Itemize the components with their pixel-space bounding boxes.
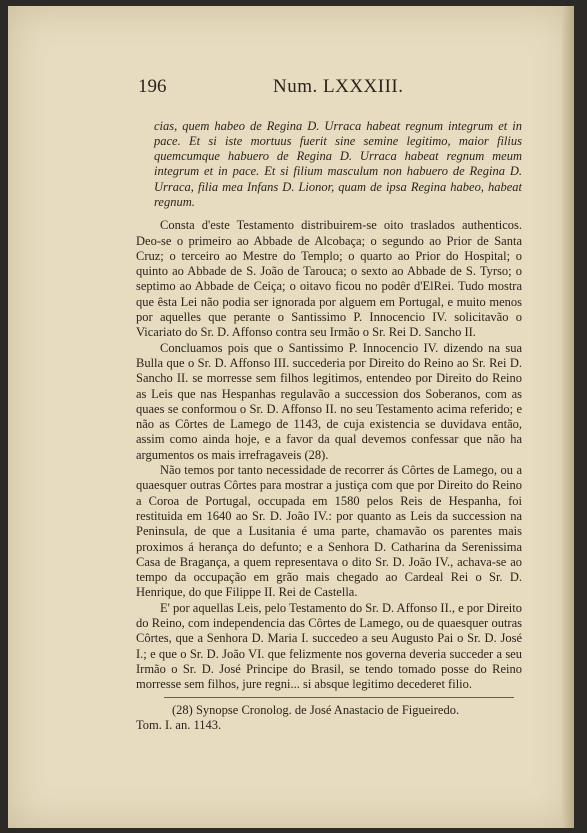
footnote-line-1: (28) Synopse Cronolog. de José Anastacio de Figueiredo.	[172, 703, 460, 717]
running-header	[138, 76, 518, 100]
page-number: 196	[138, 76, 167, 97]
page-edge	[562, 6, 574, 828]
paragraph-3: Não temos por tanto necessidade de recorrer ás Côrtes de Lamego, ou a quaesquer outras Côrtes para mostrar a justiça com que por Direito do Reino a Coroa de Portugal, occupada em 1580 pelos Reis de Hespanha, foi restituida em 1640 ao Sr. D. João IV.: por quanto as Leis da succession na Peninsula, de que a Lusitania é uma parte, chamavão os parentes mais proximos á herança do defunto; e a Senhora D. Catharina da Serenissima Casa de Bragança, a quem representava o dito Sr. D. João IV., achava-se ao tempo da occupação em grão mais chegado ao Cardeal Rei o Sr. D. Henrique, do que Filippe II. Rei de Castella.	[136, 463, 522, 600]
body-text	[136, 106, 522, 692]
latin-quote: cias, quem habeo de Regina D. Urraca habeat regnum integrum et in pace. Et si iste mortuus fuerit sine semine legitimo, maior filius quemcumque habuero de Regina D. Urraca habeat regnum meum integrum et in pace. Et si filium masculum non habuero de Regina D. Urraca, filia mea Infans D. Lionor, quam de ipsa Regina habeo, habeat regnum.	[154, 118, 522, 209]
book-page	[8, 6, 574, 828]
paragraph-2: Concluamos pois que o Santissimo P. Innocencio IV. dizendo na sua Bulla que o Sr. D. Affonso III. succederia por Direito do Reino ao Sr. Rei D. Sancho II. se morresse sem filhos legitimos, entendeo por Direito do Reino as Leis que nas Hespanhas regulavão a succession dos Soberanos, com as quaes se conformou o Sr. D. Affonso II. no seu Testamento acima referido; e não as Côrtes de Lamego de 1143, de cuja existencia se duvidava então, assim como ainda hoje, e a favor da qual devemos confessar que não ha argumentos os mais irrefragaveis (28).	[136, 340, 522, 462]
footnote	[136, 703, 522, 734]
footnote-divider	[164, 697, 514, 698]
page-title: Num. LXXXIII.	[273, 76, 404, 97]
footnote-line-2: Tom. I. an. 1143.	[136, 718, 222, 733]
paragraph-4: E' por aquellas Leis, pelo Testamento do Sr. D. Affonso II., e por Direito do Reino, com independencia das Côrtes de Lamego, ou de quaesquer outras Côrtes, que a Senhora D. Maria I. succedeo a seu Augusto Pai o Sr. D. José I.; e que o Sr. D. João VI. que felizmente nos governa deveria succeder a seu Irmão o Sr. D. José Principe do Brasil, se tendo tomado posse do Reino morresse sem filhos, jure regni... si absque legitimo decederet filio.	[136, 600, 522, 692]
paragraph-1: Consta d'este Testamento distribuirem-se oito traslados authenticos. Deo-se o primeiro ao Abbade de Alcobaça; o segundo ao Prior de Santa Cruz; o terceiro ao Mestre do Templo; o quarto ao Prior do Hospital; o quinto ao Abbade de S. João de Tarouca; o sexto ao Abbade de S. Tyrso; o septimo ao Abbade de Ceiça; o oitavo ficou no podêr d'ElRei. Tudo mostra que êsta Lei não podia ser ignorada por alguem em Portugal, e muito menos por aquelles que perante o Santissimo P. Innocencio IV. solicitavão o Vicariato do Sr. D. Affonso contra seu Irmão o Sr. Rei D. Sancho II.	[136, 218, 522, 340]
